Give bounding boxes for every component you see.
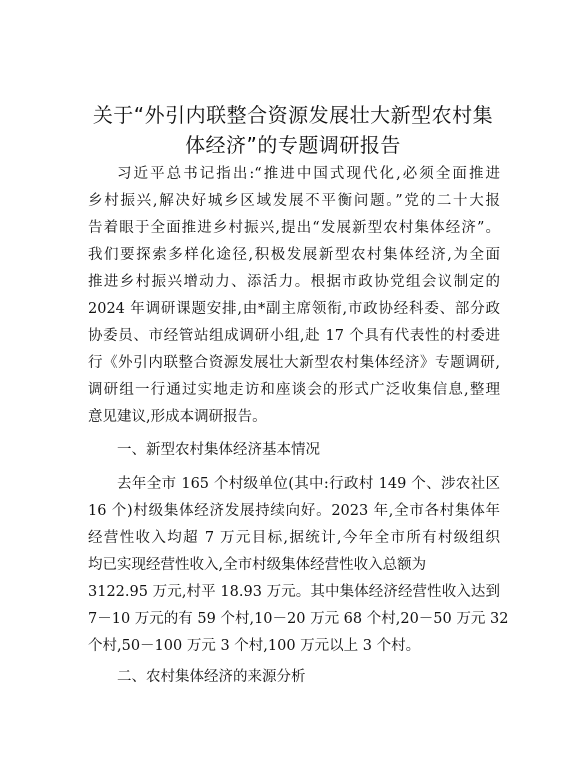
section-heading: 一、新型农村集体经济基本情况 <box>117 442 320 458</box>
paragraph-line: 行《外引内联整合资源发展壮大新型农村集体经济》专题调研, <box>88 355 500 371</box>
document-title <box>60 100 526 160</box>
paragraph-line: 调研组一行通过实地走访和座谈会的形式广泛收集信息,整理 <box>88 382 500 398</box>
paragraph-line: 16 个)村级集体经济发展持续向好。2023 年,全市各村集体年 <box>88 503 500 519</box>
paragraph-line: 经营性收入均超 7 万元目标,据统计,今年全市所有村级组织 <box>88 530 500 546</box>
paragraph-line: 我们要探索多样化途径,积极发展新型农村集体经济,为全面 <box>88 247 500 263</box>
paragraph-line: 协委员、市经管站组成调研小组,赴 17 个具有代表性的村委进 <box>88 328 500 344</box>
section-heading: 二、农村集体经济的来源分析 <box>117 669 306 685</box>
paragraph-line: 2024 年调研课题安排,由*副主席领衔,市政协经科委、部分政 <box>88 301 500 317</box>
paragraph-line: 告着眼于全面推进乡村振兴,提出“发展新型农村集体经济”。 <box>88 220 500 236</box>
paragraph-line: 意见建议,形成本调研报告。 <box>88 409 267 425</box>
paragraph-line: 7－10 万元的有 59 个村,10－20 万元 68 个村,20－50 万元 32 <box>88 611 509 627</box>
paragraph-line: 均已实现经营性收入,全市村级集体经营性收入总额为 <box>88 557 427 573</box>
paragraph-line: 3122.95 万元,村平 18.93 万元。其中集体经济经营性收入达到 <box>88 584 500 600</box>
paragraph-line: 乡村振兴,解决好城乡区域发展不平衡问题。”党的二十大报 <box>88 193 500 209</box>
paragraph-line: 推进乡村振兴增动力、添活力。根据市政协党组会议制定的 <box>88 274 500 290</box>
title-line: 关于“外引内联整合资源发展壮大新型农村集 <box>92 103 494 127</box>
paragraph-line: 去年全市 165 个村级单位(其中:行政村 149 个、涉农社区 <box>117 476 500 492</box>
paragraph-line: 习近平总书记指出:“推进中国式现代化,必须全面推进 <box>117 166 500 182</box>
paragraph-line: 个村,50－100 万元 3 个村,100 万元以上 3 个村。 <box>88 638 421 654</box>
title-line: 体经济”的专题调研报告 <box>185 133 401 157</box>
